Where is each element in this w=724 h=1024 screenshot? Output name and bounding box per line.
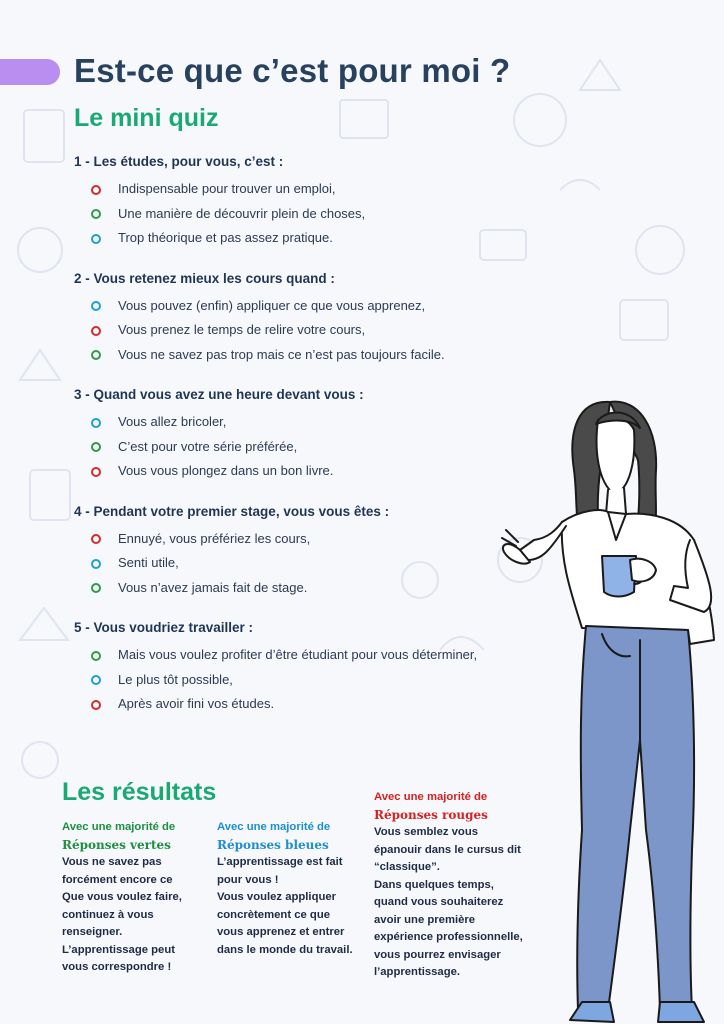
red-circle-icon — [91, 185, 101, 195]
result-body: L’apprentissage est fait pour vous ! Vous voulez appliquer concrètement ce que vous apprenez et entrer dans le monde du travail. — [217, 856, 353, 956]
answer-option[interactable] — [74, 551, 544, 576]
results-title: Les résultats — [62, 778, 217, 806]
red-circle-icon — [91, 467, 101, 477]
green-circle-icon — [91, 350, 101, 360]
result-heading: Réponses vertes — [62, 837, 171, 852]
answer-label: Mais vous voulez profiter d’être étudiant pour vous déterminer, — [118, 647, 478, 662]
blue-circle-icon — [91, 301, 101, 311]
result-green — [62, 819, 202, 977]
question-text: 1 - Les études, pour vous, c’est : — [74, 154, 284, 169]
answer-label: Vous pouvez (enfin) appliquer ce que vous apprenez, — [118, 297, 426, 313]
answer-label: Senti utile, — [118, 555, 179, 570]
answer-option[interactable] — [74, 668, 544, 693]
answer-list — [74, 177, 544, 251]
question-5 — [74, 618, 544, 717]
answer-label: Trop théorique et pas assez pratique. — [118, 230, 333, 245]
question-1 — [74, 152, 544, 251]
result-intro: Avec une majorité de — [374, 791, 488, 803]
quiz-subtitle: Le mini quiz — [74, 104, 219, 132]
answer-label: Vous prenez le temps de relire votre cours, — [118, 322, 366, 337]
quiz — [74, 152, 544, 735]
question-text: 2 - Vous retenez mieux les cours quand : — [74, 270, 335, 286]
answer-option[interactable] — [74, 692, 544, 717]
result-body: Vous ne savez pas forcément encore ce Que vous voulez faire, continuez à vous renseigner. L’apprentissage peut vous correspondre ! — [62, 856, 182, 973]
answer-option[interactable] — [74, 294, 544, 319]
blue-circle-icon — [91, 418, 101, 428]
answer-option[interactable] — [74, 459, 544, 484]
result-body: Vous semblez vous épanouir dans le cursus dit “classique”. Dans quelques temps, quand vous souhaiterez avoir une première expérience professionnelle, vous pourrez envisager l’apprentissage. — [374, 826, 523, 978]
answer-option[interactable] — [74, 527, 544, 552]
answer-label: Vous allez bricoler, — [118, 414, 227, 429]
result-intro: Avec une majorité de — [62, 821, 176, 833]
red-circle-icon — [91, 326, 101, 336]
question-4 — [74, 502, 544, 601]
green-circle-icon — [91, 583, 101, 593]
answer-label: Vous vous plongez dans un bon livre. — [118, 463, 334, 478]
title-accent-tab — [0, 59, 60, 85]
blue-circle-icon — [91, 234, 101, 244]
green-circle-icon — [91, 442, 101, 452]
answer-list — [74, 294, 544, 368]
green-circle-icon — [91, 651, 101, 661]
answer-label: Ennuyé, vous préfériez les cours, — [118, 530, 311, 546]
answer-label: Vous ne savez pas trop mais ce n’est pas toujours facile. — [118, 346, 445, 362]
answer-option[interactable] — [74, 177, 544, 202]
question-text: 3 - Quand vous avez une heure devant vous : — [74, 387, 364, 402]
answer-list — [74, 527, 544, 601]
woman-holding-mug-illustration — [490, 390, 724, 1024]
red-circle-icon — [91, 700, 101, 710]
answer-label: Une manière de découvrir plein de choses, — [118, 205, 366, 221]
blue-circle-icon — [91, 675, 101, 685]
answer-label: Après avoir fini vos études. — [118, 696, 275, 711]
question-text: 4 - Pendant votre premier stage, vous vous êtes : — [74, 503, 390, 519]
answer-list — [74, 643, 544, 717]
page-title: Est-ce que c’est pour moi ? — [74, 52, 511, 89]
answer-option[interactable] — [74, 226, 544, 251]
blue-circle-icon — [91, 559, 101, 569]
result-intro: Avec une majorité de — [217, 821, 331, 833]
answer-option[interactable] — [74, 410, 544, 435]
question-3 — [74, 385, 544, 484]
answer-option[interactable] — [74, 343, 544, 368]
answer-option[interactable] — [74, 202, 544, 227]
red-circle-icon — [91, 534, 101, 544]
answer-label: Vous n’avez jamais fait de stage. — [118, 579, 308, 595]
question-text: 5 - Vous voudriez travailler : — [74, 620, 254, 635]
result-heading: Réponses bleues — [217, 837, 329, 852]
answer-label: Le plus tôt possible, — [118, 671, 233, 687]
answer-option[interactable] — [74, 318, 544, 343]
answer-option[interactable] — [74, 643, 544, 668]
answer-option[interactable] — [74, 576, 544, 601]
answer-label: Indispensable pour trouver un emploi, — [118, 181, 336, 196]
question-2 — [74, 269, 544, 368]
result-heading: Réponses rouges — [374, 807, 488, 822]
answer-option[interactable] — [74, 435, 544, 460]
answer-list — [74, 410, 544, 484]
answer-label: C’est pour votre série préférée, — [118, 438, 298, 454]
green-circle-icon — [91, 209, 101, 219]
result-blue — [217, 819, 367, 959]
